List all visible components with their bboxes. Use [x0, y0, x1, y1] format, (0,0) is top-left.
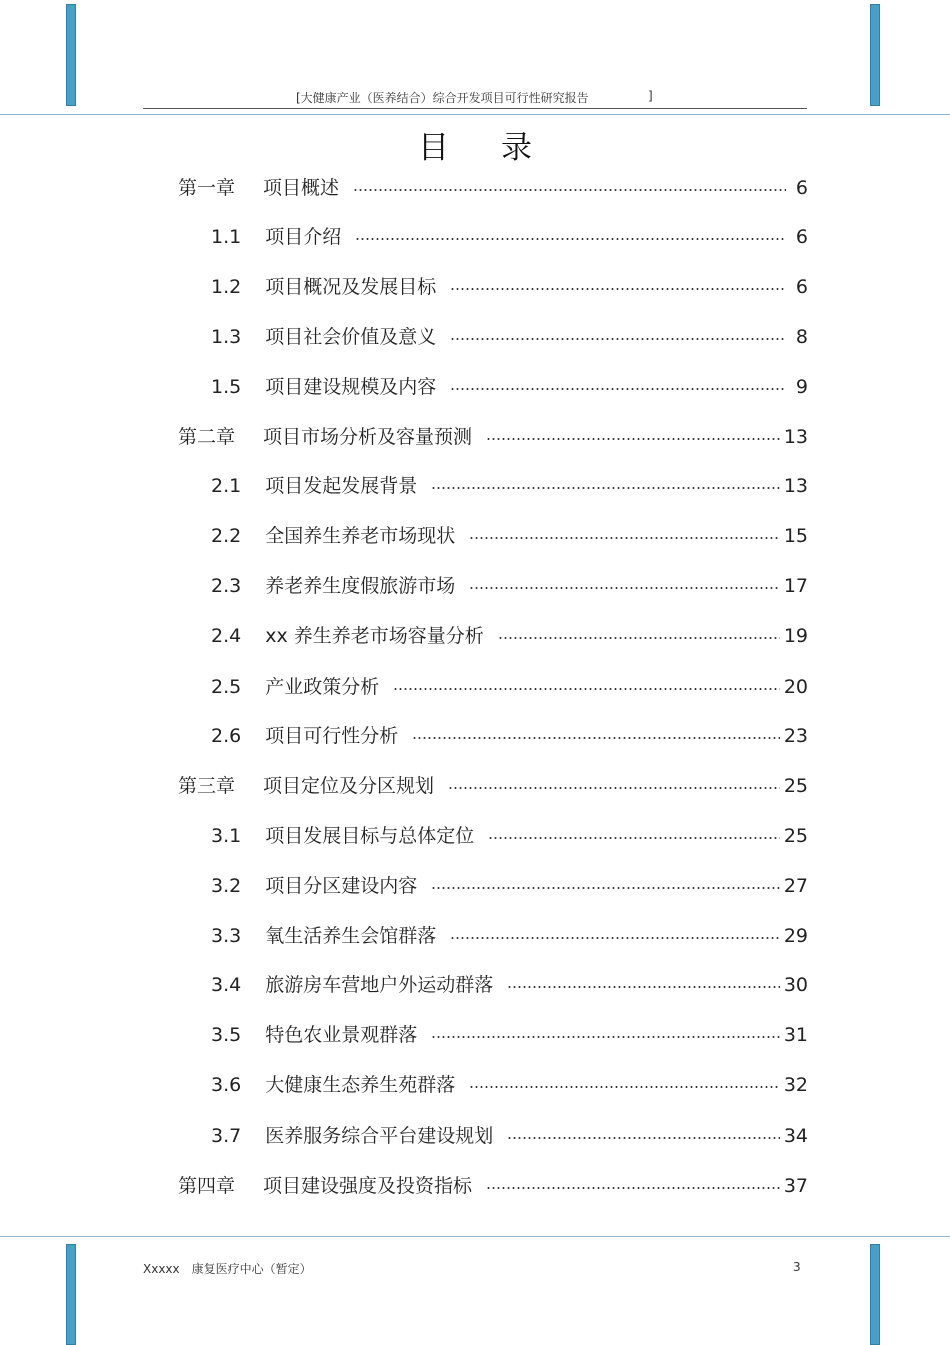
toc-entry[interactable] — [211, 1070, 808, 1096]
toc-dot-leader — [469, 536, 780, 540]
toc-entry-number: 2.6 — [211, 725, 242, 747]
toc-entry-number: 3.6 — [211, 1074, 242, 1096]
toc-entry-title: 特色农业景观群落 — [265, 1024, 418, 1046]
toc-dot-leader — [507, 1136, 780, 1140]
toc-dot-leader — [450, 287, 786, 291]
toc-entry[interactable] — [211, 871, 808, 897]
toc-dot-leader — [353, 188, 786, 192]
toc-dot-leader — [355, 237, 786, 241]
toc-entry[interactable] — [211, 921, 808, 947]
toc-entry-title: 全国养生养老市场现状 — [265, 525, 456, 547]
footer-left — [143, 1260, 312, 1277]
toc-entry-page: 8 — [795, 326, 808, 348]
toc-entry-number: 2.3 — [211, 575, 242, 597]
toc-entry-number: 第二章 — [178, 426, 236, 448]
toc-entry-title: 大健康生态养生苑群落 — [265, 1074, 456, 1096]
toc-entry-page: 15 — [783, 525, 808, 547]
toc-entry[interactable] — [211, 222, 808, 248]
toc-entry[interactable] — [211, 571, 808, 597]
toc-dot-leader — [393, 687, 780, 691]
toc-entry-number: 3.5 — [211, 1024, 242, 1046]
toc-entry-title: 项目分区建设内容 — [265, 875, 418, 897]
toc-entry[interactable] — [211, 1020, 808, 1046]
toc-entry-number: 第一章 — [178, 177, 236, 199]
toc-entry-title: 氧生活养生会馆群落 — [265, 925, 437, 947]
toc-entry-number: 3.7 — [211, 1125, 242, 1147]
toc-entry-page: 32 — [783, 1074, 808, 1096]
toc-entry-number: 2.2 — [211, 525, 242, 547]
toc-dot-leader — [448, 786, 780, 790]
toc-entry-number: 2.5 — [211, 676, 242, 698]
toc-entry[interactable] — [211, 521, 808, 547]
toc-entry-title: 项目概况及发展目标 — [265, 276, 437, 298]
toc-entry-page: 19 — [783, 625, 808, 647]
toc-entry-title: 项目发起发展背景 — [265, 475, 418, 497]
toc-entry-title: 项目可行性分析 — [265, 725, 399, 747]
toc-entry[interactable] — [211, 322, 808, 348]
toc-dot-leader — [412, 736, 780, 740]
toc-entry-page: 9 — [795, 376, 808, 398]
toc-entry[interactable] — [178, 771, 808, 797]
toc-entry[interactable] — [211, 471, 808, 497]
toc-entry-title: 项目介绍 — [265, 226, 342, 248]
footer-org: 康复医疗中心（暂定） — [191, 1262, 312, 1276]
toc-dot-leader — [431, 886, 780, 890]
toc-entry-title: xx 养生养老市场容量分析 — [265, 625, 484, 647]
toc-title: 目录 — [418, 130, 584, 166]
toc-entry-title: 项目市场分析及容量预测 — [263, 426, 473, 448]
toc-entry-page: 37 — [783, 1175, 808, 1197]
toc-entry[interactable] — [178, 422, 808, 448]
toc-entry-title: 产业政策分析 — [265, 676, 380, 698]
toc-entry-number: 1.3 — [211, 326, 242, 348]
toc-entry-page: 13 — [783, 426, 808, 448]
toc-entry-number: 2.1 — [211, 475, 242, 497]
toc-entry-title: 项目建设规模及内容 — [265, 376, 437, 398]
toc-entry-title: 项目概述 — [263, 177, 340, 199]
toc-entry[interactable] — [178, 1171, 808, 1197]
toc-entry-page: 6 — [795, 177, 808, 199]
toc-entry-title: 项目社会价值及意义 — [265, 326, 437, 348]
bottom-divider — [0, 1236, 950, 1237]
toc-entry-page: 27 — [783, 875, 808, 897]
toc-dot-leader — [431, 486, 780, 490]
toc-entry-number: 第三章 — [178, 775, 236, 797]
toc-entry-number: 3.3 — [211, 925, 242, 947]
toc-entry-page: 25 — [783, 775, 808, 797]
toc-entry-page: 29 — [783, 925, 808, 947]
toc-entry-title: 养老养生度假旅游市场 — [265, 575, 456, 597]
toc-entry-number: 1.5 — [211, 376, 242, 398]
toc-entry[interactable] — [178, 173, 808, 199]
toc-entry-title: 项目建设强度及投资指标 — [263, 1175, 473, 1197]
toc-entry-number: 3.1 — [211, 825, 242, 847]
footer-code: Xxxxx — [143, 1262, 180, 1276]
toc-entry-page: 31 — [783, 1024, 808, 1046]
toc-entry[interactable] — [211, 1121, 808, 1147]
toc-entry-page: 6 — [795, 276, 808, 298]
toc-entry-number: 1.2 — [211, 276, 242, 298]
toc-entry-page: 17 — [783, 575, 808, 597]
footer-page-number: 3 — [793, 1260, 801, 1274]
toc-dot-leader — [450, 387, 786, 391]
toc-entry[interactable] — [211, 721, 808, 747]
toc-entry-page: 25 — [783, 825, 808, 847]
toc-entry[interactable] — [211, 272, 808, 298]
toc-entry-page: 13 — [783, 475, 808, 497]
toc-dot-leader — [469, 1085, 780, 1089]
toc-entry-number: 2.4 — [211, 625, 242, 647]
toc-dot-leader — [498, 636, 780, 640]
toc-entry-number: 1.1 — [211, 226, 242, 248]
toc-entry[interactable] — [211, 672, 808, 698]
toc-entry-number: 第四章 — [178, 1175, 236, 1197]
toc-entry[interactable] — [211, 821, 808, 847]
toc-entry-title: 旅游房车营地户外运动群落 — [265, 974, 494, 996]
toc-dot-leader — [507, 985, 780, 989]
running-header-close-bracket: ] — [648, 89, 653, 103]
toc-entry-title: 医养服务综合平台建设规划 — [265, 1125, 494, 1147]
toc-entry-page: 23 — [783, 725, 808, 747]
toc-dot-leader — [469, 586, 780, 590]
toc-entry-page: 30 — [783, 974, 808, 996]
toc-entry[interactable] — [211, 970, 808, 996]
toc-entry-title: 项目定位及分区规划 — [263, 775, 435, 797]
toc-dot-leader — [486, 437, 780, 441]
toc-entry[interactable] — [211, 372, 808, 398]
toc-dot-leader — [450, 936, 780, 940]
toc-entry-number: 3.4 — [211, 974, 242, 996]
toc-dot-leader — [431, 1035, 780, 1039]
toc-entry-page: 34 — [783, 1125, 808, 1147]
toc-dot-leader — [488, 836, 780, 840]
toc-entry-page: 6 — [795, 226, 808, 248]
toc-entry-number: 3.2 — [211, 875, 242, 897]
running-header-text: [大健康产业（医养结合）综合开发项目可行性研究报告 — [296, 91, 589, 105]
toc-dot-leader — [486, 1186, 780, 1190]
toc-entry-title: 项目发展目标与总体定位 — [265, 825, 475, 847]
toc-entry[interactable] — [211, 621, 808, 647]
toc-dot-leader — [450, 337, 786, 341]
toc-entry-page: 20 — [783, 676, 808, 698]
